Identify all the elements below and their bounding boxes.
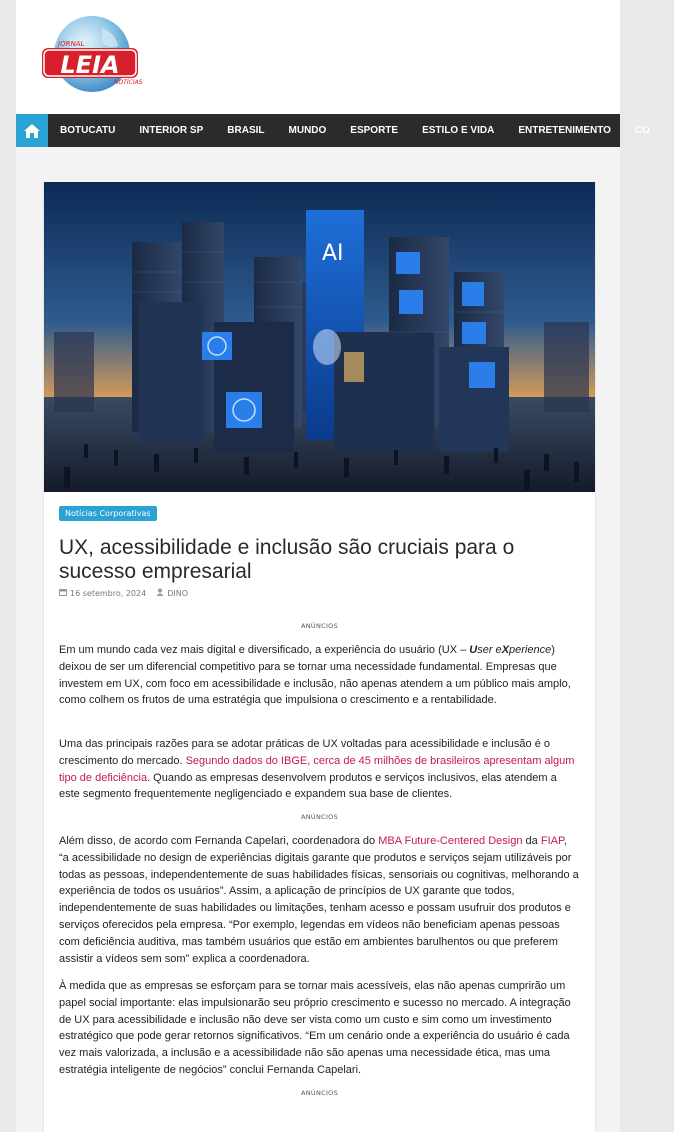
home-button[interactable] [16,114,48,147]
page [16,0,650,1132]
nav-item-co[interactable]: CO [634,125,650,136]
calendar-icon [59,588,67,598]
nav-item-esporte[interactable]: ESPORTE [350,125,399,136]
article-card [43,182,596,1132]
nav-item-mundo[interactable]: MUNDO [288,125,327,136]
main-navigation [16,114,650,147]
nav-item-botucatu[interactable]: BOTUCATU [60,125,116,136]
article-paragraph-2: Uma das principais razões para se adotar práticas de UX voltadas para acessibilidade e inclusão é o crescimento do mercado. Segundo dados do IBGE, cerca de 45 milhões de brasileiros apresentam algum tipo de deficiência. Quando as empresas desenvolvem produtos e serviços inclusivos, elas atendem a este segmento frequentemente negligenciado e expandem sua base de clientes. [59,738,575,801]
article-paragraph-3: Além disso, de acordo com Fernanda Capelari, coordenadora do MBA Future-Centered Design da FIAP, “a acessibilidade no design de experiências digitais garante que produtos e serviços sejam utilizáveis por todas as pessoas, independentemente de suas habilidades físicas, sensoriais ou cognitivas, melhorando a experiência de todos os usuários”. Assim, a aplicação de princípios de UX garante que todos, independentemente de suas habilidades ou limitações, tenham acesso e possam usufruir dos produtos e serviços oferecidos pela empresa. “Por exemplo, legendas em vídeos não beneficiam apenas pessoas com deficiência auditiva, mas também usuários que estão em ambientes barulhentos ou que preferem assistir a vídeos sem som” explica a coordenadora. [59,835,579,965]
ad-label: ANÚNCIOS [300,1089,339,1097]
user-icon [156,588,164,598]
article-paragraph-1: Em um mundo cada vez mais digital e diversificado, a experiência do usuário (UX – User eXperience) deixou de ser um diferencial competitivo para se tornar uma necessidade fundamental. Empresas que investem em UX, com foco em acessibilidade e inclusão, não apenas atendem a um público mais amplo, como colhem os frutos de uma estratégia que impulsiona o crescimento e a rentabilidade. [59,644,571,707]
nav-menu [60,114,674,147]
article-author[interactable]: DINO [167,588,189,598]
article-date[interactable]: 16 setembro, 2024 [70,588,147,598]
home-icon [23,123,41,139]
ad-label: ANÚNCIOS [300,622,339,630]
nav-item-brasil[interactable]: BRASIL [227,125,265,136]
article-paragraph-4: À medida que as empresas se esforçam para se tornar mais acessíveis, elas não apenas cumprirão um papel social importante: elas impulsionarão seu próprio crescimento e sucesso no mercado. A integração de UX para acessibilidade e inclusão não deve ser vista como um custo e sim como um investimento estratégico que pode gerar retornos significativos. “Em um cenário onde a experiência do usuário é cada vez mais valorizada, a inclusão e a acessibilidade não são apenas uma necessidade ética, mas uma estratégia inteligente de negócios” conclui Fernanda Capelari. [59,980,571,1076]
nav-item-interior-sp[interactable]: INTERIOR SP [139,125,204,136]
category-badge[interactable]: Notícias Corporativas [59,506,157,521]
hero-ai-sign: AI [322,241,344,266]
nav-item-entretenimento[interactable]: ENTRETENIMENTO [518,125,611,136]
nav-item-estilo-e-vida[interactable]: ESTILO E VIDA [422,125,495,136]
mba-link[interactable]: MBA Future-Centered Design [378,835,523,847]
article-title: UX, acessibilidade e inclusão são cruciais para o sucesso empresarial [59,536,515,583]
logo-small-top: JORNAL [58,40,85,48]
fiap-link[interactable]: FIAP [540,835,564,847]
logo-small-bottom: NOTÍCIAS [114,79,143,86]
ibge-link[interactable]: Segundo dados do IBGE, cerca de 45 milhões de brasileiros apresentam algum tipo de deficiência [59,754,575,784]
ad-label: ANÚNCIOS [300,813,339,821]
site-logo[interactable] [40,14,143,98]
page-left-margin [0,0,16,1132]
article-meta [59,588,188,598]
featured-image[interactable] [44,182,595,492]
logo-main-text: LEIA [60,51,120,79]
